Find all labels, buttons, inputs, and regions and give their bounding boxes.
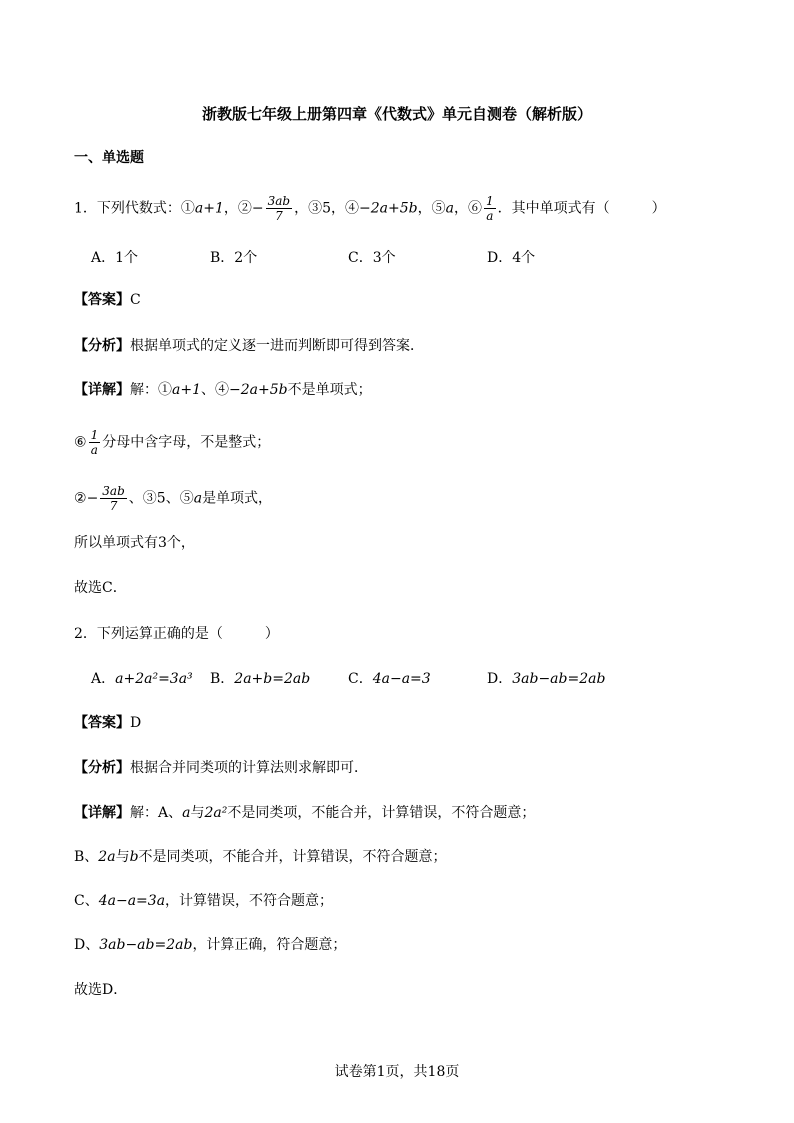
q1-analysis: 【分析】根据单项式的定义逐一进而判断即可得到答案． [74, 338, 424, 354]
q1-answer: 【答案】C [74, 292, 141, 308]
fraction: $\frac{3ab}{7}$ [267, 194, 291, 223]
q2-detail-a: 【详解】解：A、a与2a²不是同类项，不能合并，计算错误，不符合题意； [74, 805, 536, 821]
q2-option-c: C．4a−a=3 [348, 671, 431, 687]
fraction: $\frac{3ab}{7}$ [102, 484, 125, 513]
q2-detail-b: B、2a与b不是同类项，不能合并，计算错误，不符合题意； [74, 849, 447, 865]
q2-detail-d: D、3ab−ab=2ab，计算正确，符合题意； [74, 937, 347, 953]
q2-conclusion: 故选D． [74, 982, 128, 998]
q1-detail-line-2: ⑥ $\frac{1}{a}$ 分母中含字母，不是整式； [74, 428, 271, 457]
q1-detail-line-1: 【详解】解：①a+1、④−2a+5b不是单项式； [74, 382, 372, 398]
q1-detail-line-3: ②− $\frac{3ab}{7}$ 、③5、⑤a是单项式， [74, 484, 273, 513]
q1-option-d: D．4个 [487, 250, 536, 266]
q2-answer: 【答案】D [74, 715, 142, 731]
question-2-stem: 2．下列运算正确的是（ ） [74, 626, 279, 642]
q1-detail-line-4: 所以单项式有3个， [74, 535, 195, 551]
page-footer: 试卷第1页，共18页 [334, 1064, 460, 1080]
section-heading: 一、单选题 [74, 150, 144, 166]
q1-option-a: A．1个 [91, 250, 139, 266]
q1-option-c: C．3个 [348, 250, 396, 266]
q2-option-a: A．a+2a²=3a³ [91, 671, 193, 687]
q2-option-d: D．3ab−ab=2ab [487, 671, 606, 687]
q2-detail-c: C、4a−a=3a，计算错误，不符合题意； [74, 893, 334, 909]
question-1-stem: 1．下列代数式：①a+1，②− $\frac{3ab}{7}$ ，③5，④−2a+5b，⑤a，⑥ $\frac{1}{a}$ ．其中单项式有（ ） [74, 194, 666, 223]
q1-conclusion: 故选C． [74, 580, 127, 596]
q2-analysis: 【分析】根据合并同类项的计算法则求解即可． [74, 760, 368, 776]
q2-option-b: B．2a+b=2ab [210, 671, 311, 687]
fraction: $\frac{1}{a}$ [486, 194, 494, 223]
document-title: 浙教版七年级上册第四章《代数式》单元自测卷（解析版） [201, 105, 592, 123]
q1-option-b: B．2个 [210, 250, 258, 266]
fraction: $\frac{1}{a}$ [90, 428, 99, 457]
